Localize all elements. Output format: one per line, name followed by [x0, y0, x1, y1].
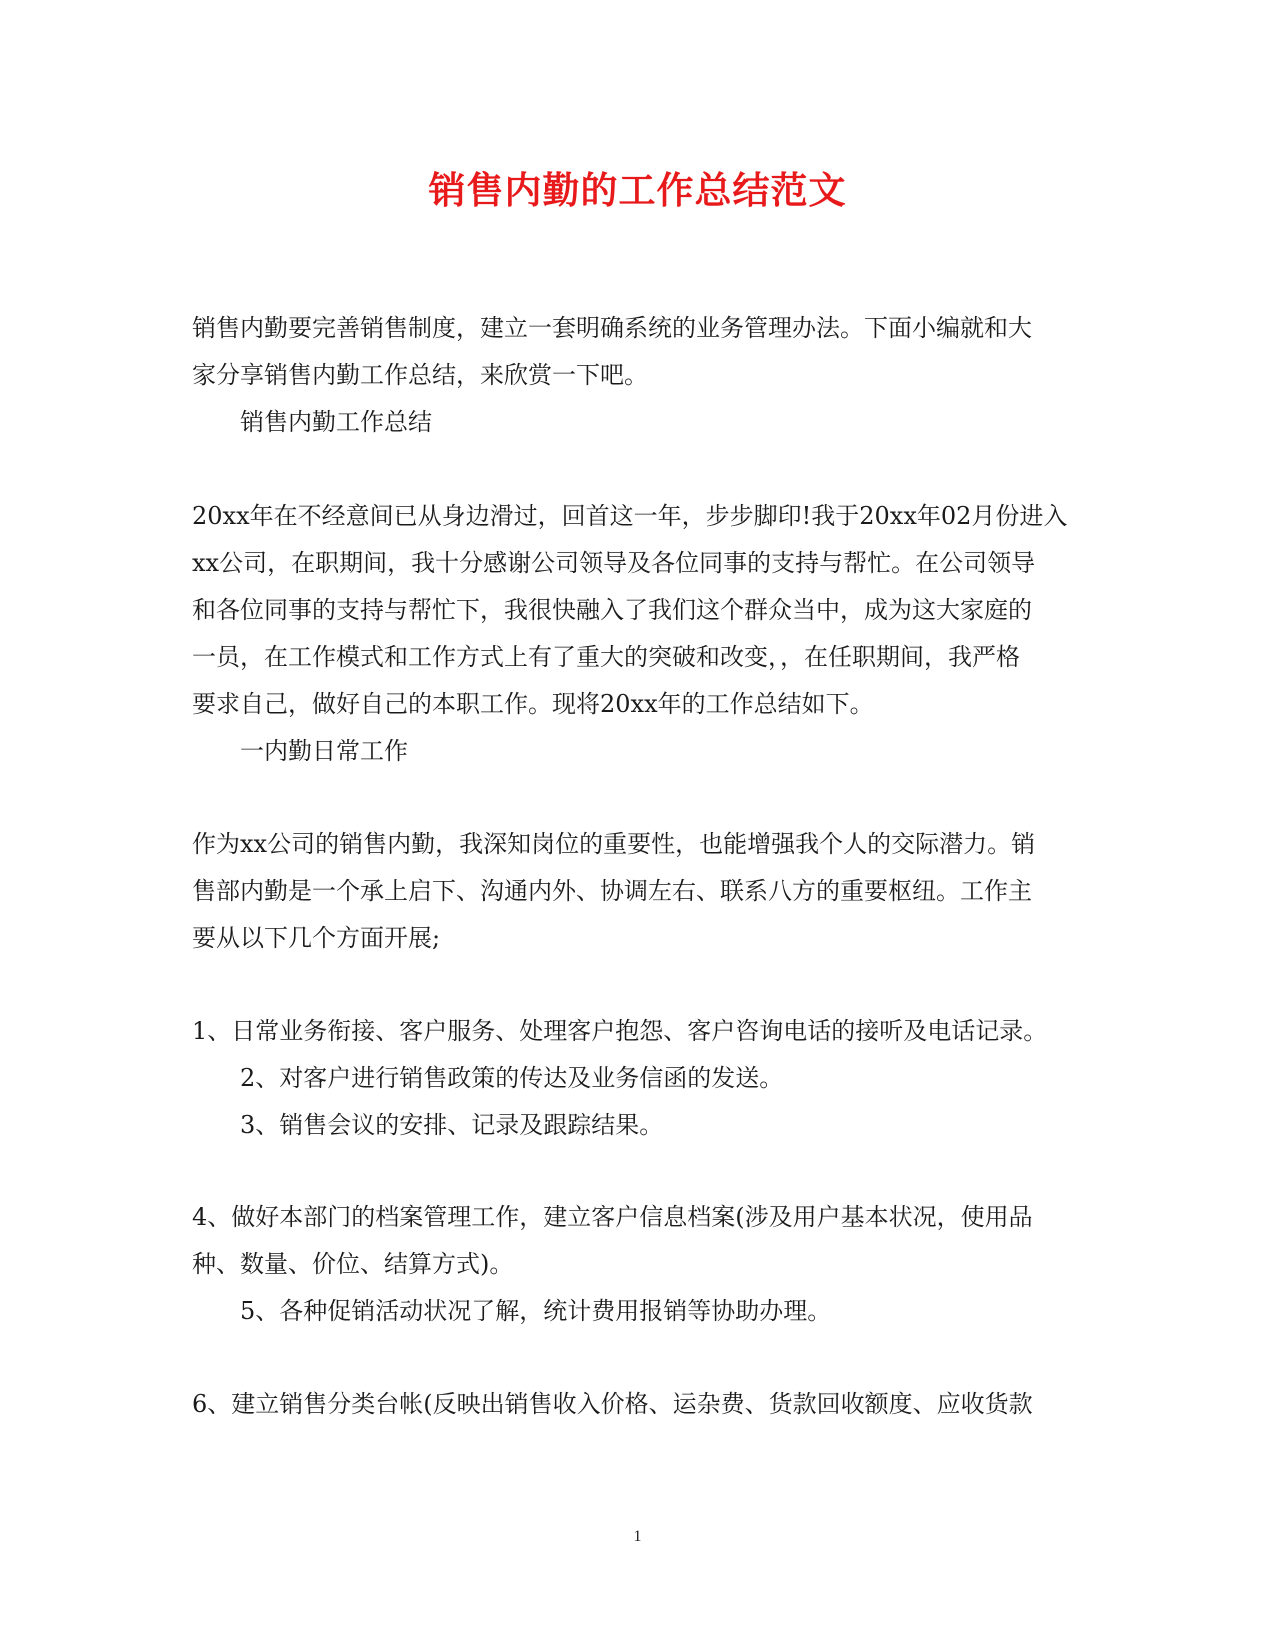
paragraph1-line-4: 一员，在工作模式和工作方式上有了重大的突破和改变，，在任职期间，我严格 [192, 643, 1020, 671]
list-item-2: 2、对客户进行销售政策的传达及业务信函的发送。 [240, 1064, 784, 1092]
list-item-4-line-2: 种、数量、价位、结算方式)。 [192, 1250, 514, 1278]
paragraph1-line-3: 和各位同事的支持与帮忙下，我很快融入了我们这个群众当中，成为这大家庭的 [192, 596, 1032, 624]
page-number: 1 [633, 1528, 642, 1545]
list-item-1: 1、日常业务衔接、客户服务、处理客户抱怨、客户咨询电话的接听及电话记录。 [192, 1017, 1048, 1045]
subtitle: 销售内勤工作总结 [240, 408, 432, 436]
section1-heading: 一内勤日常工作 [240, 737, 408, 765]
paragraph2-line-2: 售部内勤是一个承上启下、沟通内外、协调左右、联系八方的重要枢纽。工作主 [192, 877, 1032, 905]
intro-line-2: 家分享销售内勤工作总结，来欣赏一下吧。 [192, 361, 648, 389]
list-item-3: 3、销售会议的安排、记录及跟踪结果。 [240, 1111, 664, 1139]
paragraph1-line-2: xx公司，在职期间，我十分感谢公司领导及各位同事的支持与帮忙。在公司领导 [192, 549, 1036, 577]
document-title: 销售内勤的工作总结范文 [428, 168, 847, 212]
list-item-6-line-1: 6、建立销售分类台帐(反映出销售收入价格、运杂费、货款回收额度、应收货款 [192, 1390, 1033, 1418]
paragraph1-line-1: 20xx年在不经意间已从身边滑过，回首这一年，步步脚印!我于20xx年02月份进入 [192, 502, 1068, 530]
list-item-4-line-1: 4、做好本部门的档案管理工作，建立客户信息档案(涉及用户基本状况，使用品 [192, 1203, 1033, 1231]
paragraph1-line-5: 要求自己，做好自己的本职工作。现将20xx年的工作总结如下。 [192, 690, 874, 718]
paragraph2-line-3: 要从以下几个方面开展; [192, 924, 441, 952]
list-item-5: 5、各种促销活动状况了解，统计费用报销等协助办理。 [240, 1297, 832, 1325]
intro-line-1: 销售内勤要完善销售制度，建立一套明确系统的业务管理办法。下面小编就和大 [192, 314, 1032, 342]
paragraph2-line-1: 作为xx公司的销售内勤，我深知岗位的重要性，也能增强我个人的交际潜力。销 [192, 830, 1036, 858]
